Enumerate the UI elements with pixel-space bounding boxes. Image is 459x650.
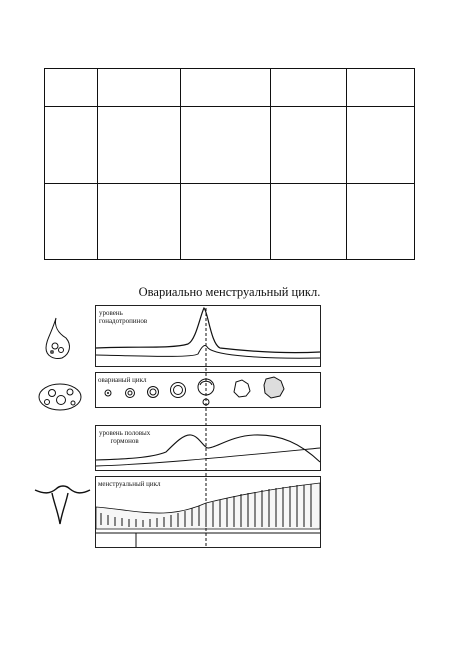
uterus-icon — [35, 486, 90, 524]
menstrual-cycle-label: менструальный цикл — [98, 480, 161, 488]
table-cell — [45, 107, 98, 184]
table-cell — [347, 107, 415, 184]
ovarian-cycle-label: оварианый цикл — [98, 376, 147, 384]
diagram-title: Овариально менструальный цикл. — [138, 285, 321, 299]
ovary-icon — [46, 318, 69, 359]
endometrium-illustration — [96, 477, 320, 547]
follicle-sequence — [96, 373, 320, 407]
table-cell — [45, 69, 98, 107]
table-cell — [271, 69, 347, 107]
gonadotropin-label: уровень гонадотропинов — [99, 309, 148, 325]
empty-grid-table — [44, 68, 415, 260]
table-cell — [271, 184, 347, 260]
sex-hormones-panel — [95, 425, 321, 471]
table-cell — [271, 107, 347, 184]
sex-hormones-label: уровень половых гормонов — [99, 429, 151, 445]
table-cell — [181, 107, 271, 184]
gonadotropin-panel — [95, 305, 321, 367]
table-cell — [98, 184, 181, 260]
table-cell — [181, 69, 271, 107]
hormone-curves — [96, 426, 320, 470]
table-cell — [98, 107, 181, 184]
gonadotropin-curves — [96, 306, 320, 366]
menstrual-cycle-panel — [95, 476, 321, 548]
table-cell — [347, 184, 415, 260]
table-cell — [45, 184, 98, 260]
table-cell — [347, 69, 415, 107]
ovary-follicles-icon — [39, 384, 81, 410]
table-cell — [98, 69, 181, 107]
ovarian-cycle-panel — [95, 372, 321, 408]
table-cell — [181, 184, 271, 260]
